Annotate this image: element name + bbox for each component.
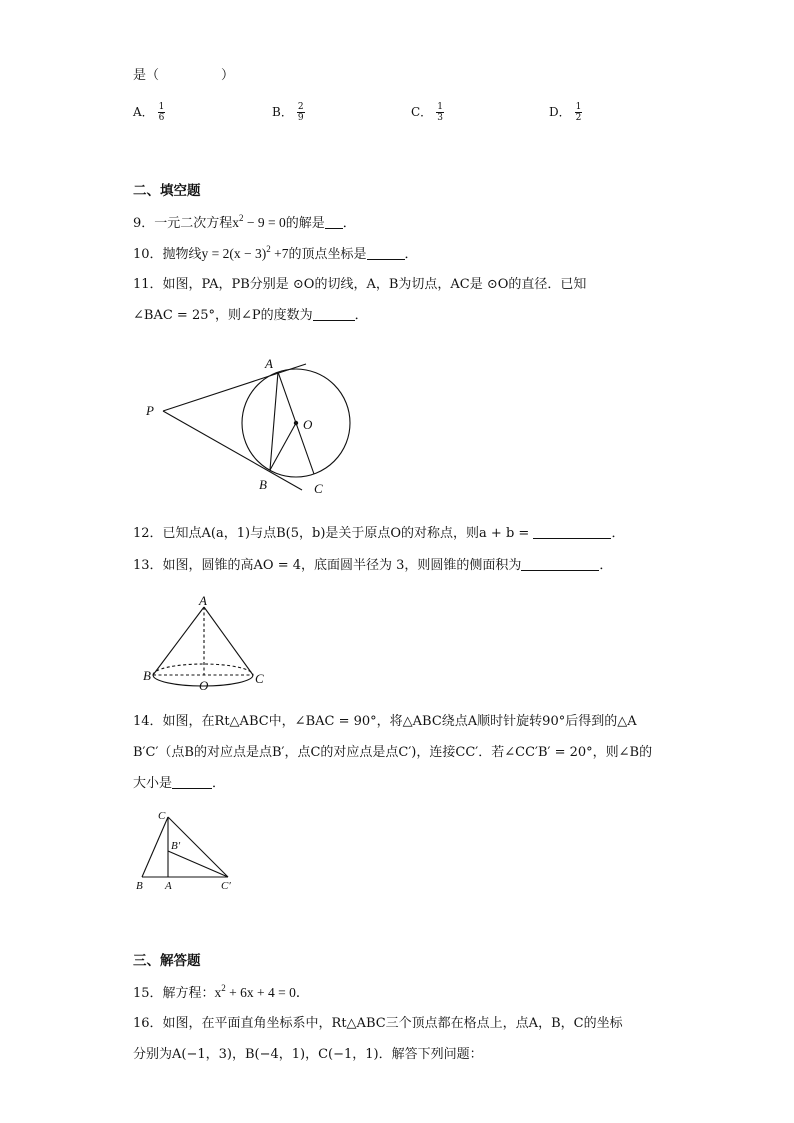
numerator: 2 xyxy=(297,102,304,112)
section-heading-solve: 三、解答题 xyxy=(133,953,201,969)
numerator: 1 xyxy=(158,102,165,112)
label-a: A xyxy=(165,880,172,892)
label-b: B xyxy=(259,477,267,492)
denominator: 2 xyxy=(575,113,582,123)
option-letter: C． xyxy=(411,105,433,119)
label-c: C xyxy=(314,481,323,496)
q-text: 13．如图，圆锥的高AO = 4，底面圆半径为 3，则圆锥的侧面积为 xyxy=(133,558,522,573)
eq-rest: + 6x + 4 = 0． xyxy=(225,985,310,1000)
label-a: A xyxy=(199,593,207,608)
option-letter: A． xyxy=(133,105,154,119)
q-end: ． xyxy=(342,216,356,231)
question-16-line-1: 16．如图，在平面直角坐标系中，Rt△ABC三个顶点都在格点上，点A，B，C的坐标 xyxy=(133,1016,623,1031)
numerator: 1 xyxy=(575,102,582,112)
segment-b1c1 xyxy=(168,851,228,877)
paren-close: ） xyxy=(221,68,235,83)
denominator: 9 xyxy=(297,113,304,123)
q-text: 的解是 xyxy=(285,216,325,231)
q-text: 12．已知点A(a，1)与点B(5，b)是关于原点O的对称点，则a + b = xyxy=(133,526,534,541)
q-text: 15．解方程： xyxy=(133,986,215,1001)
denominator: 6 xyxy=(158,113,165,123)
label-o: O xyxy=(303,417,313,432)
option-letter: B． xyxy=(272,105,293,119)
q-text: ∠BAC = 25°，则∠P的度数为 xyxy=(133,308,313,323)
label-o: O xyxy=(199,678,209,693)
eq-base: y = 2(x − 3) xyxy=(201,246,267,261)
question-14-line-1: 14．如图，在Rt△ABC中，∠BAC = 90°，将△ABC绕点A顺时针旋转90°后得到的△A xyxy=(133,714,637,729)
eq-rest: − 9 = 0 xyxy=(243,215,286,230)
q-text: 10．抛物线 xyxy=(133,247,202,262)
label-c: C xyxy=(255,671,264,686)
eq-base: x xyxy=(232,215,240,230)
question-14-line-2: B′C′（点B的对应点是点B′，点C的对应点是点C′)，连接CC′．若∠CC′B′ = 20°，则∠B的 xyxy=(133,745,653,760)
label-b: B xyxy=(136,880,143,892)
label-p: P xyxy=(146,403,154,418)
question-16-line-2: 分别为A(−1，3)，B(−4，1)，C(−1，1)．解答下列问题： xyxy=(133,1047,483,1062)
label-b: B xyxy=(143,668,151,683)
q-end: ． xyxy=(611,526,625,541)
segment-cb xyxy=(142,817,168,877)
label-b-prime: B′ xyxy=(171,840,181,852)
denominator: 3 xyxy=(437,113,443,123)
q-end: ． xyxy=(599,558,613,573)
section-heading-fill-blank: 二、填空题 xyxy=(133,183,201,199)
q-end: ． xyxy=(404,247,418,262)
eq-exponent: 2 xyxy=(239,213,244,223)
eq-exponent: 2 xyxy=(221,983,226,993)
numerator: 1 xyxy=(437,102,443,112)
q-end: ． xyxy=(212,776,226,791)
eq-exponent: 2 xyxy=(266,244,271,254)
option-letter: D． xyxy=(549,105,571,119)
label-c: C xyxy=(158,810,166,822)
equation xyxy=(215,985,310,1000)
question-11-line-1: 11．如图，PA，PB分别是 ⊙O的切线，A，B为切点，AC是 ⊙O的直径．已知 xyxy=(133,277,587,292)
q-text: 9．一元二次方程 xyxy=(133,216,233,231)
q-text: 的顶点坐标是 xyxy=(288,247,367,262)
q-text: 大小是 xyxy=(133,776,173,791)
eq-base: x xyxy=(214,985,222,1000)
paren-open: 是（ xyxy=(133,68,160,83)
q-end: ． xyxy=(354,308,368,323)
eq-rest: +7 xyxy=(270,246,289,261)
question-15 xyxy=(133,983,309,1004)
label-a: A xyxy=(265,356,273,371)
label-c-prime: C′ xyxy=(221,880,231,892)
